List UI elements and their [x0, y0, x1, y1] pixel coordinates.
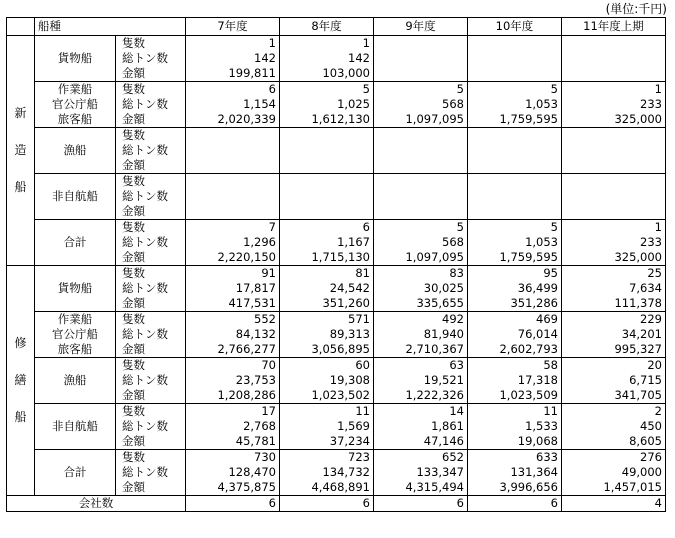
metric-label: 金額	[116, 204, 186, 220]
data-cell: 128,470	[186, 465, 280, 480]
company-count-value: 6	[374, 496, 468, 512]
data-cell: 1,759,595	[468, 250, 562, 266]
data-cell: 17,318	[468, 373, 562, 388]
data-cell	[374, 143, 468, 158]
data-cell: 1,025	[280, 97, 374, 112]
header-year: 7年度	[186, 18, 280, 36]
table-row	[7, 358, 666, 374]
section-title-char: 造	[14, 143, 27, 157]
metric-label: 隻数	[116, 36, 186, 52]
company-count-value: 4	[562, 496, 666, 512]
data-cell: 723	[280, 450, 374, 466]
data-cell: 1,097,095	[374, 250, 468, 266]
data-cell: 571	[280, 312, 374, 328]
data-cell	[186, 174, 280, 190]
metric-label: 金額	[116, 388, 186, 404]
data-cell: 134,732	[280, 465, 374, 480]
table-row	[7, 82, 666, 98]
data-cell	[374, 36, 468, 52]
ship-category-label: 旅客船	[57, 112, 93, 126]
data-cell	[280, 189, 374, 204]
data-cell	[374, 189, 468, 204]
data-cell: 24,542	[280, 281, 374, 296]
data-cell: 103,000	[280, 66, 374, 82]
data-cell: 49,000	[562, 465, 666, 480]
data-cell	[562, 189, 666, 204]
data-cell: 1,208,286	[186, 388, 280, 404]
metric-label: 隻数	[116, 220, 186, 236]
data-cell: 84,132	[186, 327, 280, 342]
data-cell: 17,817	[186, 281, 280, 296]
data-cell: 229	[562, 312, 666, 328]
metric-label: 金額	[116, 66, 186, 82]
metric-label: 金額	[116, 434, 186, 450]
data-cell	[562, 143, 666, 158]
table-row	[7, 266, 666, 282]
data-cell	[468, 36, 562, 52]
metric-label: 総トン数	[116, 281, 186, 296]
data-cell: 142	[280, 51, 374, 66]
data-cell: 5	[374, 220, 468, 236]
data-cell: 4,375,875	[186, 480, 280, 496]
data-cell: 34,201	[562, 327, 666, 342]
data-cell: 3,056,895	[280, 342, 374, 358]
data-cell: 2	[562, 404, 666, 420]
data-cell: 45,781	[186, 434, 280, 450]
company-count-value: 6	[280, 496, 374, 512]
data-cell: 89,313	[280, 327, 374, 342]
data-cell: 652	[374, 450, 468, 466]
data-cell	[562, 128, 666, 144]
data-cell	[186, 128, 280, 144]
metric-label: 総トン数	[116, 373, 186, 388]
data-cell	[186, 204, 280, 220]
metric-label: 隻数	[116, 450, 186, 466]
ship-category-label: 合計	[63, 235, 87, 249]
data-cell: 1,167	[280, 235, 374, 250]
metric-label: 金額	[116, 296, 186, 312]
data-cell	[280, 204, 374, 220]
ship-category-label: 貨物船	[57, 281, 93, 295]
metric-label: 金額	[116, 250, 186, 266]
data-cell: 4,468,891	[280, 480, 374, 496]
metric-label: 総トン数	[116, 465, 186, 480]
data-cell: 1,154	[186, 97, 280, 112]
data-cell	[562, 204, 666, 220]
metric-label: 総トン数	[116, 419, 186, 434]
data-cell: 633	[468, 450, 562, 466]
table-row	[7, 312, 666, 328]
data-cell: 1,457,015	[562, 480, 666, 496]
data-cell: 2,710,367	[374, 342, 468, 358]
data-cell: 95	[468, 266, 562, 282]
data-cell	[374, 204, 468, 220]
ship-category-label: 旅客船	[57, 342, 93, 356]
company-count-row	[7, 496, 666, 512]
data-cell: 5	[468, 82, 562, 98]
ship-statistics-table	[6, 17, 666, 512]
table-row	[7, 128, 666, 144]
data-cell	[280, 143, 374, 158]
data-cell: 1,759,595	[468, 112, 562, 128]
section-title-char: 船	[14, 410, 27, 424]
metric-label: 総トン数	[116, 235, 186, 250]
header-year: 11年度上期	[562, 18, 666, 36]
data-cell: 63	[374, 358, 468, 374]
metric-label: 総トン数	[116, 143, 186, 158]
data-cell	[186, 189, 280, 204]
data-cell: 37,234	[280, 434, 374, 450]
data-cell: 2,020,339	[186, 112, 280, 128]
data-cell	[374, 51, 468, 66]
data-cell: 19,521	[374, 373, 468, 388]
data-cell	[374, 158, 468, 174]
data-cell: 351,260	[280, 296, 374, 312]
data-cell: 81	[280, 266, 374, 282]
data-cell: 111,378	[562, 296, 666, 312]
header-corner	[7, 18, 35, 36]
data-cell: 3,996,656	[468, 480, 562, 496]
data-cell	[468, 51, 562, 66]
table-row	[7, 220, 666, 236]
data-cell: 1,715,130	[280, 250, 374, 266]
metric-label: 隻数	[116, 404, 186, 420]
data-cell: 1,612,130	[280, 112, 374, 128]
data-cell: 1	[186, 36, 280, 52]
section-title	[7, 266, 35, 496]
data-cell: 1	[280, 36, 374, 52]
data-cell: 76,014	[468, 327, 562, 342]
company-count-value: 6	[468, 496, 562, 512]
data-cell: 1,533	[468, 419, 562, 434]
ship-category	[35, 358, 116, 404]
data-cell: 325,000	[562, 112, 666, 128]
data-cell: 995,327	[562, 342, 666, 358]
data-cell: 1,023,502	[280, 388, 374, 404]
company-count-label: 会社数	[7, 496, 186, 512]
data-cell: 351,286	[468, 296, 562, 312]
metric-label: 総トン数	[116, 97, 186, 112]
section-title-char: 繕	[14, 373, 27, 387]
data-cell	[468, 143, 562, 158]
data-cell: 1,023,509	[468, 388, 562, 404]
company-count-value: 6	[186, 496, 280, 512]
data-cell: 11	[468, 404, 562, 420]
ship-category	[35, 404, 116, 450]
data-cell: 335,655	[374, 296, 468, 312]
data-cell: 1,097,095	[374, 112, 468, 128]
data-cell: 17	[186, 404, 280, 420]
data-cell: 1,861	[374, 419, 468, 434]
data-cell	[562, 36, 666, 52]
metric-label: 金額	[116, 342, 186, 358]
ship-category-label: 官公庁船	[52, 97, 98, 111]
data-cell: 142	[186, 51, 280, 66]
data-cell	[468, 158, 562, 174]
data-cell: 276	[562, 450, 666, 466]
data-cell: 1,053	[468, 235, 562, 250]
data-cell: 552	[186, 312, 280, 328]
data-cell	[468, 204, 562, 220]
header-year: 9年度	[374, 18, 468, 36]
ship-category	[35, 82, 116, 128]
ship-category-label: 漁船	[63, 143, 87, 157]
data-cell: 25	[562, 266, 666, 282]
data-cell: 2,768	[186, 419, 280, 434]
data-cell: 11	[280, 404, 374, 420]
data-cell: 1,296	[186, 235, 280, 250]
data-cell: 20	[562, 358, 666, 374]
data-cell: 417,531	[186, 296, 280, 312]
data-cell: 1,222,326	[374, 388, 468, 404]
data-cell: 14	[374, 404, 468, 420]
data-cell: 1,053	[468, 97, 562, 112]
data-cell: 5	[374, 82, 468, 98]
data-cell: 60	[280, 358, 374, 374]
metric-label: 金額	[116, 158, 186, 174]
data-cell: 233	[562, 235, 666, 250]
data-cell: 1	[562, 82, 666, 98]
data-cell: 91	[186, 266, 280, 282]
data-cell: 1	[562, 220, 666, 236]
section-title-char: 修	[14, 336, 27, 350]
section-title-char: 新	[14, 106, 27, 120]
metric-label: 金額	[116, 112, 186, 128]
data-cell: 233	[562, 97, 666, 112]
data-cell: 6	[186, 82, 280, 98]
data-cell: 5	[468, 220, 562, 236]
data-cell: 70	[186, 358, 280, 374]
metric-label: 隻数	[116, 128, 186, 144]
data-cell	[468, 189, 562, 204]
metric-label: 隻数	[116, 82, 186, 98]
metric-label: 金額	[116, 480, 186, 496]
data-cell	[280, 128, 374, 144]
data-cell: 2,220,150	[186, 250, 280, 266]
data-cell: 19,068	[468, 434, 562, 450]
section-title	[7, 36, 35, 266]
data-cell: 469	[468, 312, 562, 328]
data-cell: 6	[280, 220, 374, 236]
data-cell	[280, 158, 374, 174]
data-cell: 5	[280, 82, 374, 98]
data-cell	[468, 66, 562, 82]
data-cell	[562, 174, 666, 190]
data-cell: 199,811	[186, 66, 280, 82]
data-cell	[186, 158, 280, 174]
data-cell: 1,569	[280, 419, 374, 434]
data-cell: 8,605	[562, 434, 666, 450]
table-row	[7, 36, 666, 52]
data-cell	[468, 128, 562, 144]
data-cell	[374, 128, 468, 144]
ship-category	[35, 174, 116, 220]
data-cell: 83	[374, 266, 468, 282]
data-cell	[468, 174, 562, 190]
data-cell: 81,940	[374, 327, 468, 342]
header-row	[7, 18, 666, 36]
ship-category-label: 官公庁船	[52, 327, 98, 341]
ship-category-label: 作業船	[57, 312, 93, 326]
ship-category	[35, 128, 116, 174]
ship-category-label: 貨物船	[57, 51, 93, 65]
data-cell: 568	[374, 235, 468, 250]
ship-category-label: 作業船	[57, 82, 93, 96]
data-cell: 2,766,277	[186, 342, 280, 358]
metric-label: 隻数	[116, 174, 186, 190]
data-cell	[374, 66, 468, 82]
data-cell: 131,364	[468, 465, 562, 480]
data-cell: 325,000	[562, 250, 666, 266]
data-cell: 23,753	[186, 373, 280, 388]
table-row	[7, 450, 666, 466]
ship-category-label: 漁船	[63, 373, 87, 387]
data-cell: 30,025	[374, 281, 468, 296]
data-cell	[562, 51, 666, 66]
data-cell: 730	[186, 450, 280, 466]
table-row	[7, 174, 666, 190]
data-cell: 47,146	[374, 434, 468, 450]
header-ship-type: 船種	[35, 18, 186, 36]
metric-label: 隻数	[116, 266, 186, 282]
ship-category-label: 非自航船	[52, 189, 98, 203]
metric-label: 隻数	[116, 312, 186, 328]
table-row	[7, 404, 666, 420]
data-cell: 7	[186, 220, 280, 236]
ship-category	[35, 36, 116, 82]
data-cell	[562, 158, 666, 174]
data-cell	[186, 143, 280, 158]
metric-label: 総トン数	[116, 51, 186, 66]
data-cell: 568	[374, 97, 468, 112]
ship-category	[35, 266, 116, 312]
unit-label: (単位:千円)	[605, 2, 667, 16]
metric-label: 隻数	[116, 358, 186, 374]
data-cell: 492	[374, 312, 468, 328]
data-cell: 133,347	[374, 465, 468, 480]
data-cell: 7,634	[562, 281, 666, 296]
data-cell: 450	[562, 419, 666, 434]
data-cell: 2,602,793	[468, 342, 562, 358]
data-cell: 341,705	[562, 388, 666, 404]
data-cell: 4,315,494	[374, 480, 468, 496]
ship-category-label: 合計	[63, 465, 87, 479]
data-cell: 36,499	[468, 281, 562, 296]
metric-label: 総トン数	[116, 327, 186, 342]
header-year: 10年度	[468, 18, 562, 36]
data-cell: 58	[468, 358, 562, 374]
metric-label: 総トン数	[116, 189, 186, 204]
data-cell: 19,308	[280, 373, 374, 388]
data-cell: 6,715	[562, 373, 666, 388]
section-title-char: 船	[14, 180, 27, 194]
ship-category	[35, 312, 116, 358]
header-year: 8年度	[280, 18, 374, 36]
ship-category	[35, 450, 116, 496]
ship-category	[35, 220, 116, 266]
ship-category-label: 非自航船	[52, 419, 98, 433]
data-cell	[374, 174, 468, 190]
data-cell	[562, 66, 666, 82]
data-cell	[280, 174, 374, 190]
